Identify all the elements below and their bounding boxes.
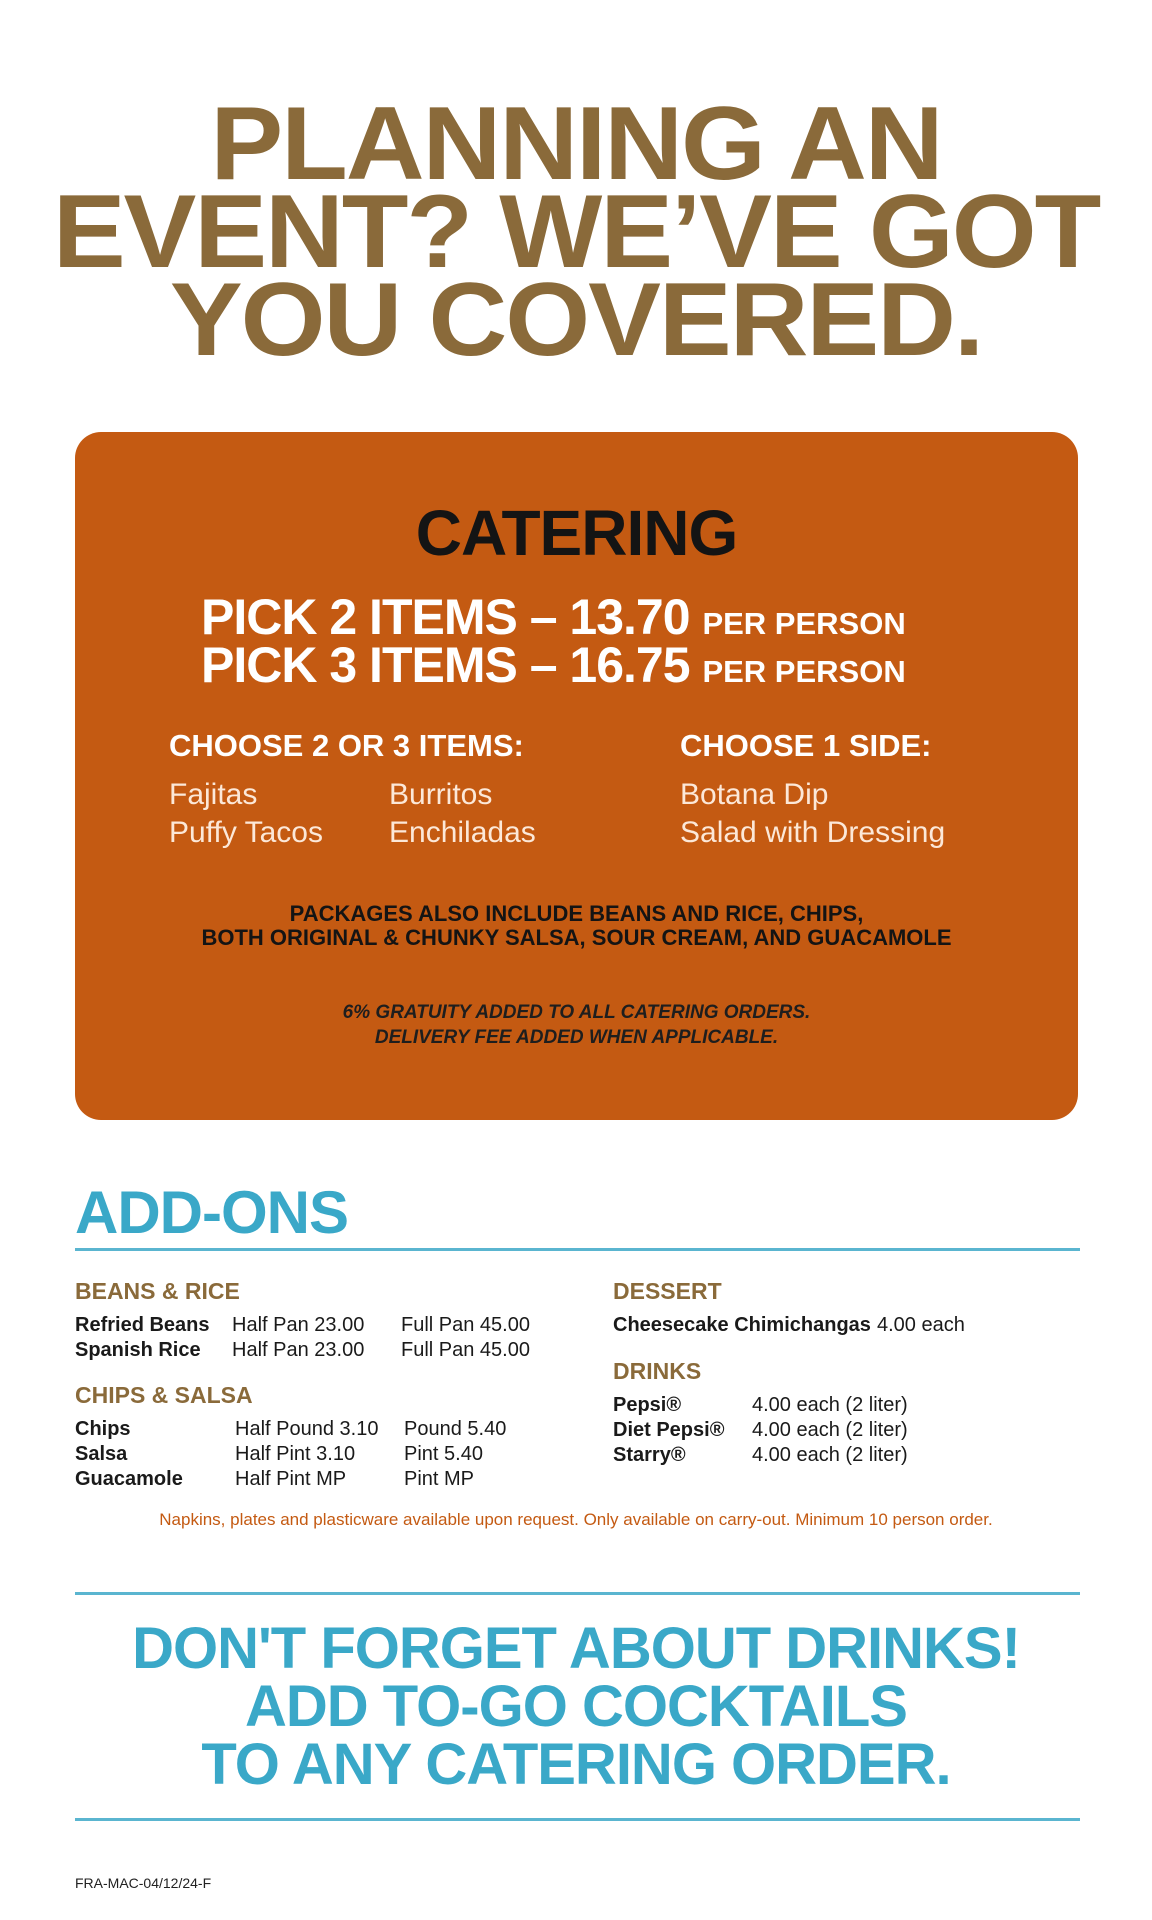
headline: [13, 86, 1139, 378]
footer-code: FRA-MAC-04/12/24-F: [75, 1875, 212, 1891]
headline-line-3: YOU COVERED.: [169, 262, 983, 378]
gratuity-line-1: 6% GRATUITY ADDED TO ALL CATERING ORDERS.: [342, 1002, 811, 1023]
pick-2-label: PICK 2 ITEMS – 13.70: [201, 589, 690, 645]
drinks-promo: [40, 1616, 1112, 1797]
choose-items-heading: CHOOSE 2 OR 3 ITEMS:: [169, 728, 524, 763]
starry-price: 4.00 each (2 liter): [752, 1444, 908, 1466]
gratuity-line-2: DELIVERY FEE ADDED WHEN APPLICABLE.: [374, 1027, 779, 1048]
chips-half: Half Pound 3.10: [235, 1418, 379, 1440]
item-enchiladas: Enchiladas: [389, 816, 536, 849]
catering-panel: [75, 432, 1078, 1120]
item-burritos: Burritos: [389, 778, 493, 811]
packages-line-2: BOTH ORIGINAL & CHUNKY SALSA, SOUR CREAM, AND GUACAMOLE: [201, 925, 952, 950]
diet-pepsi-price: 4.00 each (2 liter): [752, 1419, 908, 1441]
salsa-half: Half Pint 3.10: [235, 1443, 356, 1465]
drinks-promo-line-3: TO ANY CATERING ORDER.: [201, 1732, 951, 1797]
dessert-name: Cheesecake Chimichangas: [613, 1314, 871, 1336]
headline-line-2: EVENT? WE’VE GOT: [52, 174, 1100, 290]
drinks-promo-line-2: ADD TO-GO COCKTAILS: [245, 1674, 907, 1739]
beans-rice-heading: BEANS & RICE: [75, 1278, 240, 1304]
per-person-label: PER PERSON: [702, 606, 906, 641]
per-person-label: PER PERSON: [702, 654, 906, 689]
pepsi-price: 4.00 each (2 liter): [752, 1394, 908, 1416]
refried-beans-full: Full Pan 45.00: [401, 1314, 530, 1336]
spanish-rice-name: Spanish Rice: [75, 1339, 201, 1361]
dessert-heading: DESSERT: [613, 1278, 722, 1304]
chips-full: Pound 5.40: [404, 1418, 507, 1440]
drinks-promo-line-1: DON'T FORGET ABOUT DRINKS!: [132, 1616, 1020, 1681]
guacamole-full: Pint MP: [404, 1468, 475, 1490]
side-salad: Salad with Dressing: [680, 816, 946, 849]
salsa-full: Pint 5.40: [404, 1443, 483, 1465]
spanish-rice-full: Full Pan 45.00: [401, 1339, 530, 1361]
drinks-heading: DRINKS: [613, 1358, 702, 1384]
item-puffy-tacos: Puffy Tacos: [169, 816, 323, 849]
pick-3-price: [201, 637, 1001, 697]
packages-note: [75, 902, 1078, 950]
divider: [75, 1248, 1080, 1251]
choose-side-heading: CHOOSE 1 SIDE:: [680, 728, 932, 763]
catering-title: CATERING: [415, 497, 738, 569]
side-botana-dip: Botana Dip: [680, 778, 829, 811]
guacamole-half: Half Pint MP: [235, 1468, 347, 1490]
guacamole-name: Guacamole: [75, 1468, 183, 1490]
item-fajitas: Fajitas: [169, 778, 258, 811]
diet-pepsi-name: Diet Pepsi®: [613, 1419, 725, 1441]
salsa-name: Salsa: [75, 1443, 128, 1465]
divider: [75, 1818, 1080, 1821]
starry-name: Starry®: [613, 1444, 686, 1466]
addons-title: ADD-ONS: [75, 1179, 348, 1246]
addons-note: Napkins, plates and plasticware available upon request. Only available on carry-out. Minimum 10 person order.: [159, 1510, 993, 1529]
pepsi-name: Pepsi®: [613, 1394, 682, 1416]
refried-beans-name: Refried Beans: [75, 1314, 210, 1336]
dessert-price: 4.00 each: [877, 1314, 965, 1336]
divider: [75, 1592, 1080, 1595]
spanish-rice-half: Half Pan 23.00: [232, 1339, 365, 1361]
headline-line-1: PLANNING AN: [210, 86, 942, 202]
chips-salsa-heading: CHIPS & SALSA: [75, 1382, 253, 1408]
pick-3-label: PICK 3 ITEMS – 16.75: [201, 637, 690, 693]
chips-name: Chips: [75, 1418, 131, 1440]
refried-beans-half: Half Pan 23.00: [232, 1314, 365, 1336]
packages-line-1: PACKAGES ALSO INCLUDE BEANS AND RICE, CHIPS,: [289, 901, 864, 926]
gratuity-note: [75, 1000, 1078, 1050]
